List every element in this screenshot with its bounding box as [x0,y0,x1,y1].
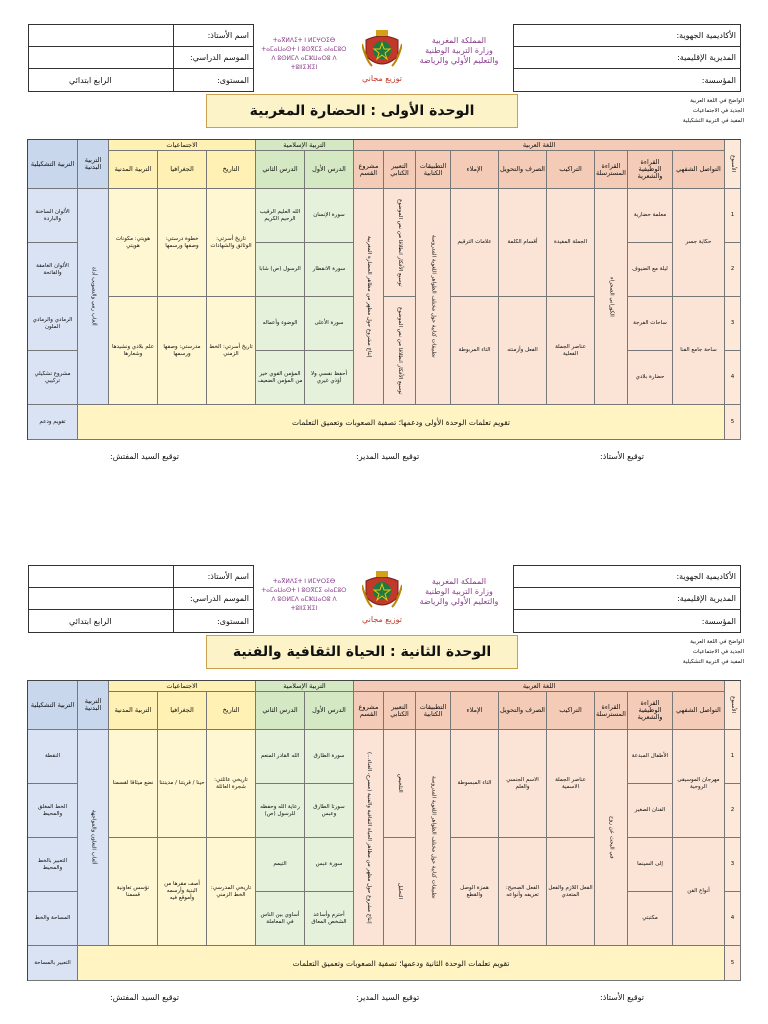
direction-label: المديرية الإقليمية: [677,53,736,62]
col-header-guided-reading: القراءة المسترسلة [595,692,628,730]
week-number: 2 [725,784,741,838]
cell-dictation: علامات الترقيم [451,189,499,297]
col-header-class-project: مشروع القسم [354,151,384,189]
col-header-week-text: الأسبوع [730,155,736,173]
cell-func-reading: ساحات الفرجة [628,297,673,351]
col-header-morphology: الصرف والتحويل [499,151,547,189]
planning-table [27,139,741,440]
week-number: 4 [725,351,741,405]
cell-art: النقطة [28,730,78,784]
cell-lesson2: رعاية الله وحفظه للرسول (ص) [256,784,305,838]
cell-func-reading: الفنان الصغير [628,784,673,838]
cell-dictation: التاء المبسوطة [451,730,499,838]
cell-lesson1: سورة عبس [305,838,354,892]
evaluation-week-row: تقويم تعلمات الوحدة الثانية ودعمها؛ تصفية الصعوبات وتعميق التعلمات [78,946,725,981]
planning-table [27,680,741,981]
col-header-dictation: الإملاء [451,151,499,189]
cell-lesson2: المؤمن القوي خير من المؤمن الضعيف [256,351,305,405]
week-number: 4 [725,892,741,946]
col-header-lesson2: الدرس الثاني [256,692,305,730]
cell-lesson2: الله العليم الرقيب الرحيم الكريم [256,189,305,243]
col-header-writing-app: التطبيقات الكتابية [416,692,451,730]
teacher-name-label: اسم الأستاذ: [207,31,249,40]
cell-oral: حكاية جسر [673,189,725,297]
inspector-signature-label: توقيع السيد المفتش: [110,993,179,1002]
col-header-week [725,681,741,730]
cell-geography: حينا / قريتنا / مدينتنا [158,730,207,838]
group-header-arabic: اللغة العربية [354,681,725,692]
cell-morphology: الاسم الجنسي والعلم [499,730,547,838]
group-header-islamic: التربية الإسلامية [256,140,354,151]
director-signature-label: توقيع السيد المدير: [356,993,420,1002]
cell-lesson2: الله القادر المنعم [256,730,305,784]
col-header-lesson1: الدرس الأول [305,692,354,730]
teacher-signature-label: توقيع الأستاذ: [600,993,644,1002]
cell-func-reading: إلى السينما [628,838,673,892]
cell-lesson1: سورة الأعلى [305,297,354,351]
cell-lesson2: أساوي بين الناس في المعاملة [256,892,305,946]
col-header-geography: الجغرافيا [158,692,207,730]
cell-lesson1: سورة الانفطار [305,243,354,297]
week-number: 1 [725,730,741,784]
col-header-oral: التواصل الشفهي [673,151,725,189]
group-header-islamic: التربية الإسلامية [256,681,354,692]
col-header-art: التربية التشكيلية [28,681,78,730]
cell-dictation: همزة الوصل والقطع [451,838,499,946]
cell-class-project-text: إنتاج مشروع حول مظهر من مظاهر الحياة الثقافية والفنية (مسرح، الغناء...) [366,751,372,924]
cell-func-reading: الأطفال المبدعة [628,730,673,784]
cell-structures: الفعل اللازم والفعل المتعدي [547,838,595,946]
cell-structures: عناصر الجملة الاسمية [547,730,595,838]
cell-guided-reading [595,730,628,946]
col-header-writing-app: التطبيقات الكتابية [416,151,451,189]
cell-writing-app [416,189,451,405]
cell-pe-text: ألعاب رمي والتصويب أداة [90,267,97,326]
col-header-history: التاريخ [207,692,256,730]
col-header-guided-reading: القراءة المسترسلة [595,151,628,189]
cell-eval-art: التعبير بالمساحة [28,946,78,981]
free-distribution-stamp: توزيع مجاني [361,74,403,83]
level-value: الرابع ابتدائي [69,75,112,85]
week-number: 5 [725,405,741,440]
col-header-pe: التربية البدنية [78,140,109,189]
cell-guided-reading [595,189,628,405]
ministry-header [258,30,510,82]
col-header-lesson2: الدرس الثاني [256,151,305,189]
teacher-info-box [28,565,254,633]
col-header-civics: التربية المدنية [109,692,158,730]
teacher-name-label: اسم الأستاذ: [207,572,249,581]
planning-sheet-unit-2 [0,541,768,1024]
cell-lesson1: سورتا الطارق وعبس [305,784,354,838]
col-header-func-reading: القراءة الوظيفية والشعرية [628,151,673,189]
cell-morphology: الفعل وأزمنته [499,297,547,405]
institution-label: المؤسسة: [701,75,736,85]
school-info-box [513,24,741,92]
cell-guided-reading-text: الكوراني الصحراء [608,276,615,317]
cell-lesson2: الوضوء وأعماله [256,297,305,351]
cell-art: الألوان الساخنة والباردة [28,189,78,243]
cell-art: المساحة والخط [28,892,78,946]
cell-lesson1: سورة الإنسان [305,189,354,243]
textbook-legend: الواضح في اللغة العربية الجديد في الاجتماعيات المفيد في التربية التشكيلية [682,98,744,124]
col-header-history: التاريخ [207,151,256,189]
cell-oral: مهرجان الموسيقى الروحية [673,730,725,838]
amazigh-ministry-name: ⵜⴰⴳⵍⴷⵉⵜ ⵏ ⵍⵎⵖⵔⵉⴱ ⵜⴰⵎⴰⵡⴰⵙⵜ ⵏ ⵓⵙⴳⵎⵉ ⴰⵏⴰⵎⵓⵔ ⴷ ⵓⵙⵍⵎⴷ ⴰⵎⵣⵡⴰⵔⵓ ⴷ ⵜⵓⵏⵏⵉⴼⵉⵏ [261,37,347,71]
ministry-header [258,571,510,623]
school-year-label: الموسم الدراسي: [190,594,249,603]
amazigh-ministry-name: ⵜⴰⴳⵍⴷⵉⵜ ⵏ ⵍⵎⵖⵔⵉⴱ ⵜⴰⵎⴰⵡⴰⵙⵜ ⵏ ⵓⵙⴳⵎⵉ ⴰⵏⴰⵎⵓⵔ ⴷ ⵓⵙⵍⵎⴷ ⴰⵎⵣⵡⴰⵔⵓ ⴷ ⵜⵓⵏⵏⵉⴼⵉⵏ [261,578,347,612]
col-header-geography: الجغرافيا [158,151,207,189]
cell-written-expr-text: توسيع الأفكار انطلاقا من نص الموضوع [397,306,403,395]
academy-label: الأكاديمية الجهوية: [676,572,736,581]
col-header-written-expr: التعبير الكتابي [384,692,416,730]
level-label: المستوى: [217,616,249,626]
cell-art: الخط المغلق والمحيط [28,784,78,838]
col-header-morphology: الصرف والتحويل [499,692,547,730]
cell-func-reading: ليلة مع الضيوف [628,243,673,297]
cell-art: التعبير بالخط والمحيط [28,838,78,892]
cell-pe-text: ألعاب التعاون والمواجهة [90,810,97,865]
cell-lesson2: التيمم [256,838,305,892]
cell-art: مشروع تشكيلي تركيبي [28,351,78,405]
cell-written-expr-text: التلخيص [397,774,403,793]
col-header-oral: التواصل الشفهي [673,692,725,730]
col-header-dictation: الإملاء [451,692,499,730]
cell-history: تاريخي عائلتي: شجرة العائلة [207,730,256,838]
cell-written-expr-text: توسيع الأفكار انطلاقا من نص الموضوع [397,198,403,287]
col-header-func-reading: القراءة الوظيفية والشعرية [628,692,673,730]
cell-written-expr-text: التحليل [397,883,403,900]
cell-written-expr [384,730,416,838]
col-header-week-text: الأسبوع [730,696,736,714]
col-header-lesson1: الدرس الأول [305,151,354,189]
cell-class-project-text: إنتاج مشروع حول مظهر من مظاهر الحضارة المغربية [366,235,372,358]
textbook-legend: الواضح في اللغة العربية الجديد في الاجتماعيات المفيد في التربية التشكيلية [682,639,744,665]
cell-civics: علم بلادي ونشيدها وشعارها [109,297,158,405]
cell-geography: مدرستي: وصفها ورسمها [158,297,207,405]
cell-written-expr [384,838,416,946]
cell-eval-art: تقويم ودعم [28,405,78,440]
cell-oral: ساحة جامع الفنا [673,297,725,405]
week-number: 5 [725,946,741,981]
cell-pe [78,730,109,946]
cell-func-reading: مكتبتي [628,892,673,946]
cell-morphology: أقسام الكلمة [499,189,547,297]
school-info-box [513,565,741,633]
col-header-structures: التراكيب [547,692,595,730]
cell-lesson1: أحفظ نفسي ولا أؤذي غيري [305,351,354,405]
col-header-art: التربية التشكيلية [28,140,78,189]
cell-structures: الجملة المفيدة [547,189,595,297]
cell-civics: نضع ميثاقا لقسمنا [109,730,158,838]
cell-morphology: الفعل الصحيح: تعريفه وأنواعه [499,838,547,946]
week-number: 3 [725,838,741,892]
col-header-written-expr: التعبير الكتابي [384,151,416,189]
cell-func-reading: حضارة بلادي [628,351,673,405]
evaluation-week-row: تقويم تعلمات الوحدة الأولى ودعمها؛ تصفية الصعوبات وتعميق التعلمات [78,405,725,440]
free-distribution-stamp: توزيع مجاني [361,615,403,624]
cell-guided-reading-text: في البحث عن روح [608,816,615,859]
cell-history: تاريخي المدرسي: الخط الزمني [207,838,256,946]
cell-writing-app [416,730,451,946]
col-header-pe: التربية البدنية [78,681,109,730]
cell-history: تاريخ أسرتي: الخط الزمني [207,297,256,405]
institution-label: المؤسسة: [701,616,736,626]
teacher-signature-label: توقيع الأستاذ: [600,452,644,461]
cell-dictation: التاء المربوطة [451,297,499,405]
cell-func-reading: معلمة حضارية [628,189,673,243]
cell-oral: أنواع الفن [673,838,725,946]
arabic-ministry-name: المملكة المغربية وزارة التربية الوطنية والتعليم الأولي والرياضة [419,577,499,606]
cell-history: تاريخ أسرتي: الوثائق والشهادات [207,189,256,297]
cell-civics: نؤسس تعاونية قسمنا [109,838,158,946]
cell-geography: خطوة درستي: وصفها ورسمها [158,189,207,297]
cell-pe [78,189,109,405]
level-label: المستوى: [217,75,249,85]
cell-writing-app-text: تطبيقات كتابية حول مختلف الظواهر اللغوية المدروسة [430,235,437,358]
inspector-signature-label: توقيع السيد المفتش: [110,452,179,461]
cell-written-expr [384,297,416,405]
week-number: 1 [725,189,741,243]
week-number: 3 [725,297,741,351]
academy-label: الأكاديمية الجهوية: [676,31,736,40]
group-header-social: الاجتماعيات [109,681,256,692]
cell-writing-app-text: تطبيقات كتابية حول مختلف الظواهر اللغوية المدروسة [430,776,437,899]
cell-art: الألوان الغامقة والفاتحة [28,243,78,297]
arabic-ministry-name: المملكة المغربية وزارة التربية الوطنية والتعليم الأولي والرياضة [419,36,499,65]
cell-lesson1: أحترم وأساعد الشخص المعاق [305,892,354,946]
week-number: 2 [725,243,741,297]
cell-class-project [354,730,384,946]
cell-civics: هويتي: مكونات هويتي [109,189,158,297]
cell-art: الرمادي والرمادي الملون [28,297,78,351]
level-value: الرابع ابتدائي [69,616,112,626]
col-header-class-project: مشروع القسم [354,692,384,730]
cell-class-project [354,189,384,405]
group-header-social: الاجتماعيات [109,140,256,151]
cell-structures: عناصر الجملة الفعلية [547,297,595,405]
school-year-label: الموسم الدراسي: [190,53,249,62]
direction-label: المديرية الإقليمية: [677,594,736,603]
col-header-structures: التراكيب [547,151,595,189]
col-header-civics: التربية المدنية [109,151,158,189]
unit-title: الوحدة الثانية : الحياة الثقافية والفنية [206,635,518,669]
moroccan-coat-of-arms-icon [362,571,402,615]
cell-geography: أصف مقرها من البنية وأرسمه وأموقع فيه [158,838,207,946]
unit-title: الوحدة الأولى : الحضارة المغربية [206,94,518,128]
moroccan-coat-of-arms-icon [362,30,402,74]
cell-lesson2: الرسول (ص) شابا [256,243,305,297]
director-signature-label: توقيع السيد المدير: [356,452,420,461]
col-header-week [725,140,741,189]
cell-lesson1: سورة الطارق [305,730,354,784]
group-header-arabic: اللغة العربية [354,140,725,151]
teacher-info-box [28,24,254,92]
cell-written-expr [384,189,416,297]
